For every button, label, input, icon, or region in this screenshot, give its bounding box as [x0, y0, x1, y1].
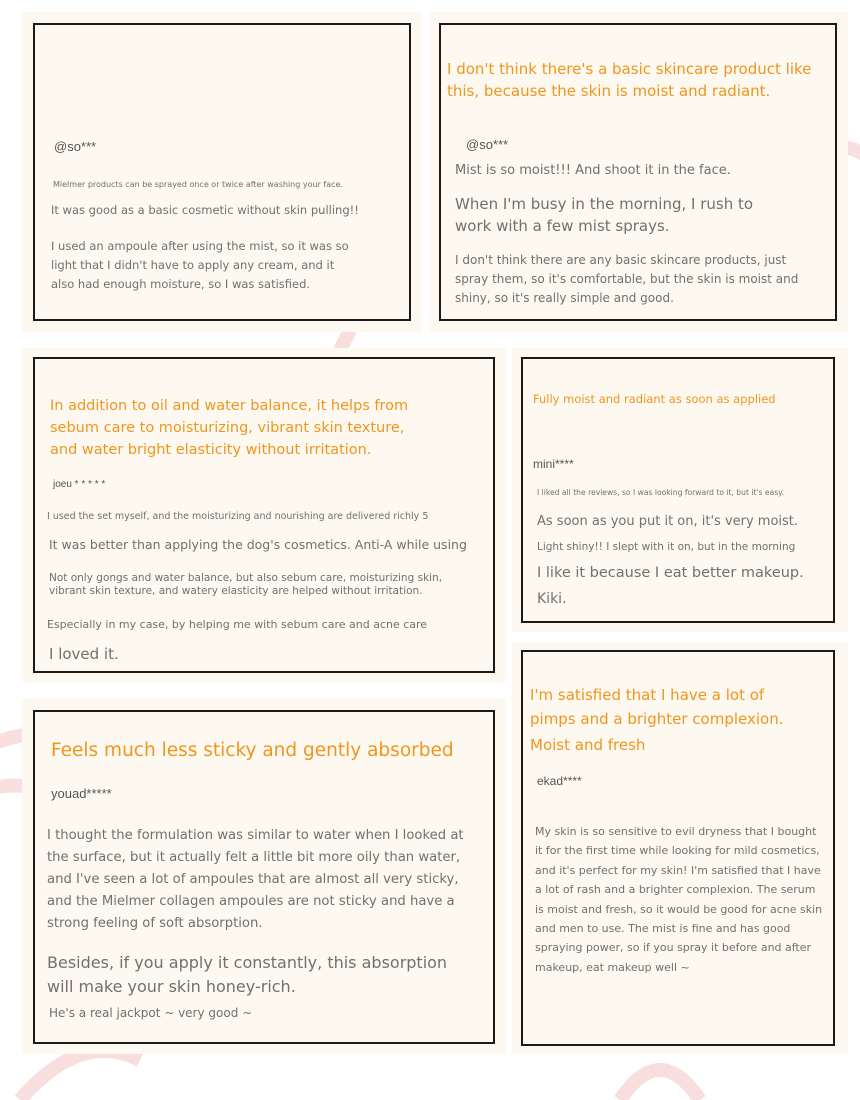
review-line: Not only gongs and water balance, but also sebum care, moisturizing skin, vibrant skin texture, and watery elasticity are helped without irritation. — [49, 572, 443, 597]
review-author: youad***** — [51, 786, 112, 801]
review-card-5 — [22, 698, 506, 1054]
review-line: When I'm busy in the morning, I rush to work with a few mist sprays. — [455, 195, 754, 235]
review-card-1 — [22, 12, 422, 332]
review-line: Mist is so moist!!! And shoot it in the face. — [455, 163, 731, 178]
review-card-6 — [512, 642, 848, 1054]
review-line: I loved it. — [49, 645, 119, 663]
review-line: Especially in my case, by helping me with sebum care and acne care — [47, 618, 428, 631]
review-line: My skin is so sensitive to evil dryness that I bought it for the first time while looking for mild cosmetics, and it's perfect for my skin! I'm satisfied that I have a lot of rash and a brighter complexion. The serum is moist and fresh, so it would be good for acne skin and men to use. The mist is fine and has good spraying power, so if you spray it before and after makeup, eat makeup well ~ — [535, 825, 823, 974]
review-line: As soon as you put it on, it's very moist. — [537, 514, 799, 529]
review-line: I used the set myself, and the moisturizing and nourishing are delivered richly 5 — [47, 511, 429, 522]
review-line: It was good as a basic cosmetic without skin pulling!! — [51, 203, 359, 217]
review-line: He's a real jackpot ~ very good ~ — [49, 1006, 253, 1020]
review-line: Kiki. — [537, 591, 567, 607]
review-headline-line: I'm satisfied that I have a lot of — [530, 686, 765, 704]
review-author: @so*** — [466, 137, 509, 152]
review-headline-line: Moist and fresh — [530, 736, 646, 754]
review-card-3 — [22, 348, 506, 682]
review-card-4 — [512, 348, 848, 632]
review-author: mini**** — [533, 457, 574, 471]
review-line: Light shiny!! I slept with it on, but in the morning — [537, 541, 796, 553]
review-headline: Feels much less sticky and gently absorbed — [51, 740, 454, 761]
review-line: I liked all the reviews, so I was looking forward to it, but it's easy. — [537, 488, 784, 497]
review-author: @so*** — [54, 139, 97, 154]
review-line: Mielmer products can be sprayed once or twice after washing your face. — [53, 180, 343, 189]
review-headline: Fully moist and radiant as soon as applied — [533, 392, 776, 406]
review-headline-line: pimps and a brighter complexion. — [530, 710, 784, 728]
review-card-2 — [430, 12, 848, 332]
review-author: ekad**** — [537, 774, 582, 788]
review-line: It was better than applying the dog's cosmetics. Anti-A while using — [49, 537, 467, 552]
review-line: I used an ampoule after using the mist, so it was so light that I didn't have to apply any cream, and it also had enough moisture, so I was satisfied. — [51, 239, 349, 291]
review-line: I don't think there are any basic skincare products, just spray them, so it's comfortable, but the skin is moist and shiny, so it's really simple and good. — [455, 253, 799, 305]
review-line: Besides, if you apply it constantly, this absorption will make your skin honey-rich. — [47, 953, 448, 996]
review-headline: I don't think there's a basic skincare product like this, because the skin is moist and radiant. — [447, 60, 812, 100]
review-line: I thought the formulation was similar to water when I looked at the surface, but it actually felt a little bit more oily than water, and I've seen a lot of ampoules that are almost all very sticky, and the Mielmer collagen ampoules are not sticky and have a strong feeling of soft absorption. — [47, 828, 464, 931]
review-author: joeu * * * * * — [53, 479, 106, 490]
review-headline: In addition to oil and water balance, it helps from sebum care to moisturizing, vibrant skin texture, and water bright elasticity without irritation. — [50, 398, 409, 458]
review-line: I like it because I eat better makeup. — [537, 565, 804, 581]
